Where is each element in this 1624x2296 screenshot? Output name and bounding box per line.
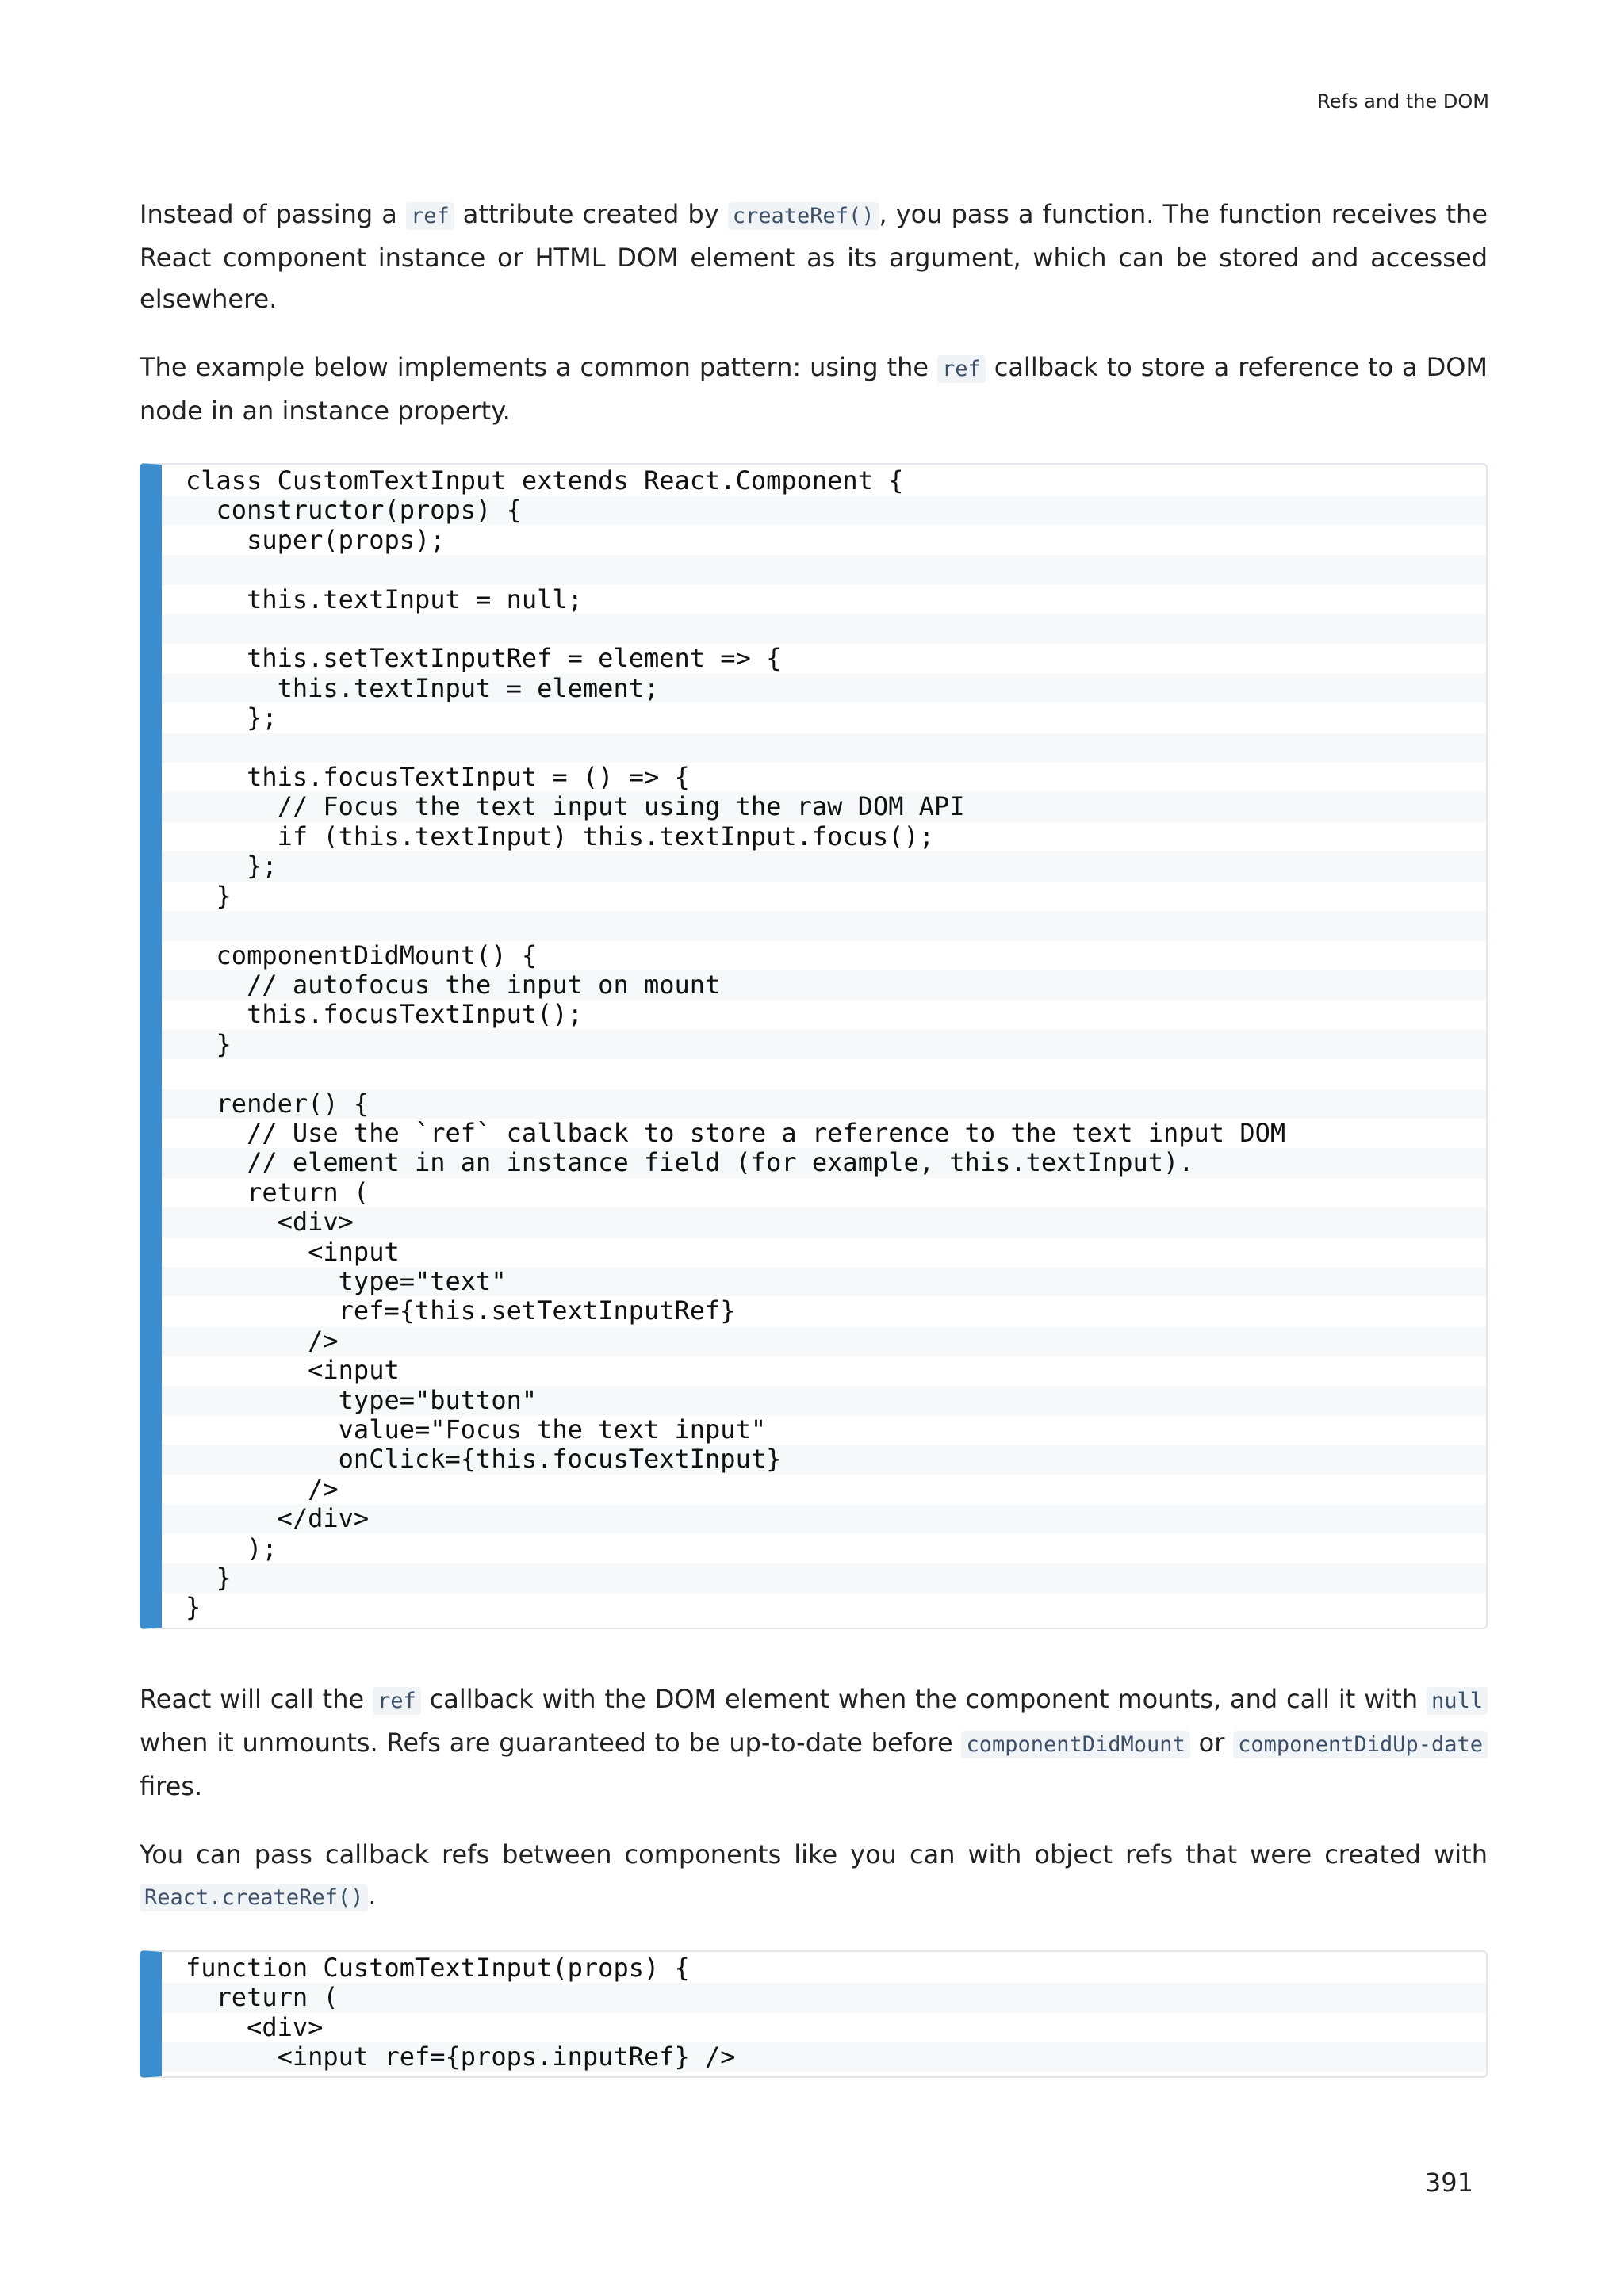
code-line: constructor(props) { xyxy=(162,496,1486,525)
inline-code-null: null xyxy=(1427,1687,1488,1715)
code-line: }; xyxy=(186,702,278,733)
text-span: Instead of passing a xyxy=(140,199,406,229)
inline-code-ref: ref xyxy=(937,355,986,383)
code-line: </div> xyxy=(162,1504,1486,1533)
code-line xyxy=(162,733,1486,763)
code-line: ); xyxy=(186,1533,278,1563)
code-line: class CustomTextInput extends React.Component { xyxy=(186,465,904,496)
code-line: <div> xyxy=(162,1207,1486,1237)
text-span: React will call the xyxy=(140,1683,373,1714)
paragraph-example-intro xyxy=(140,346,1488,431)
code-line xyxy=(162,614,1486,644)
text-span: attribute created by xyxy=(454,199,728,229)
code-line: return ( xyxy=(186,1177,370,1207)
text-span: . xyxy=(368,1880,377,1911)
code-line: // Focus the text input using the raw DOM API xyxy=(162,792,1486,821)
code-line: // Use the `ref` callback to store a reference to the text input DOM xyxy=(186,1117,1286,1148)
code-line: super(props); xyxy=(186,524,446,555)
code-line: }; xyxy=(162,851,1486,881)
code-line: componentDidMount() { xyxy=(186,939,538,970)
text-span: callback to store a reference to a DOM node in an instance property. xyxy=(140,352,1488,426)
text-span: when it unmounts. Refs are guaranteed to be up-to-date before xyxy=(140,1727,962,1758)
text-span: fires. xyxy=(140,1770,203,1801)
code-line: } xyxy=(186,1592,201,1623)
code-line: <input xyxy=(186,1236,400,1267)
text-span: , you pass a function. The function receives the React component instance or HTML DOM element as its argument, which can be stored and accessed elsewhere. xyxy=(140,199,1488,314)
code-line xyxy=(162,1059,1486,1089)
paragraph-callback-intro xyxy=(140,193,1488,320)
page-number: 391 xyxy=(1424,2168,1473,2198)
code-line: } xyxy=(162,1563,1486,1593)
code-line: value="Focus the text input" xyxy=(186,1414,767,1445)
code-line: // autofocus the input on mount xyxy=(162,970,1486,1000)
code-line: if (this.textInput) this.textInput.focus(); xyxy=(186,821,935,851)
page-content xyxy=(140,193,1488,2078)
inline-code-componentdidupdate: componentDidUp-date xyxy=(1233,1731,1488,1758)
code-line: /> xyxy=(186,1473,339,1504)
code-line xyxy=(162,911,1486,940)
code-line xyxy=(162,555,1486,584)
text-span: The example below implements a common pattern: using the xyxy=(140,352,937,382)
code-line: this.setTextInputRef = element => { xyxy=(186,643,782,674)
inline-code-createref: createRef() xyxy=(728,202,879,230)
inline-code-react-createref: React.createRef() xyxy=(140,1884,368,1911)
code-line: type="button" xyxy=(162,1386,1486,1415)
code-line: this.textInput = null; xyxy=(186,584,583,614)
code-line: ref={this.setTextInputRef} xyxy=(186,1295,736,1326)
code-block-custom-text-input-function xyxy=(140,1950,1488,2079)
code-line: this.focusTextInput = () => { xyxy=(186,762,690,793)
code-line: } xyxy=(162,1030,1486,1059)
text-span: callback with the DOM element when the component mounts, and call it with xyxy=(420,1683,1427,1714)
code-line: } xyxy=(186,880,232,911)
inline-code-ref: ref xyxy=(406,202,454,230)
code-line: onClick={this.focusTextInput} xyxy=(162,1445,1486,1474)
code-line: type="text" xyxy=(162,1267,1486,1296)
code-line: <input ref={props.inputRef} /> xyxy=(162,2042,1486,2072)
code-line: return ( xyxy=(162,1983,1486,2012)
code-line: <input xyxy=(186,1355,400,1386)
code-line: <div> xyxy=(186,2011,324,2042)
paragraph-pass-callback-refs xyxy=(140,1834,1488,1919)
code-line: /> xyxy=(162,1326,1486,1356)
code-line: function CustomTextInput(props) { xyxy=(186,1952,690,1983)
code-line: this.focusTextInput(); xyxy=(186,999,583,1030)
text-span: or xyxy=(1189,1727,1234,1758)
inline-code-ref: ref xyxy=(373,1687,421,1715)
code-line: // element in an instance field (for example, this.textInput). xyxy=(162,1148,1486,1177)
running-header: Refs and the DOM xyxy=(1317,90,1489,113)
code-line: render() { xyxy=(162,1089,1486,1119)
paragraph-callback-timing xyxy=(140,1678,1488,1807)
code-line: this.textInput = element; xyxy=(162,674,1486,703)
code-block-custom-text-input-class xyxy=(140,463,1488,1629)
text-span: You can pass callback refs between components like you can with object refs that were created with xyxy=(140,1839,1488,1869)
inline-code-componentdidmount: componentDidMount xyxy=(961,1731,1189,1758)
